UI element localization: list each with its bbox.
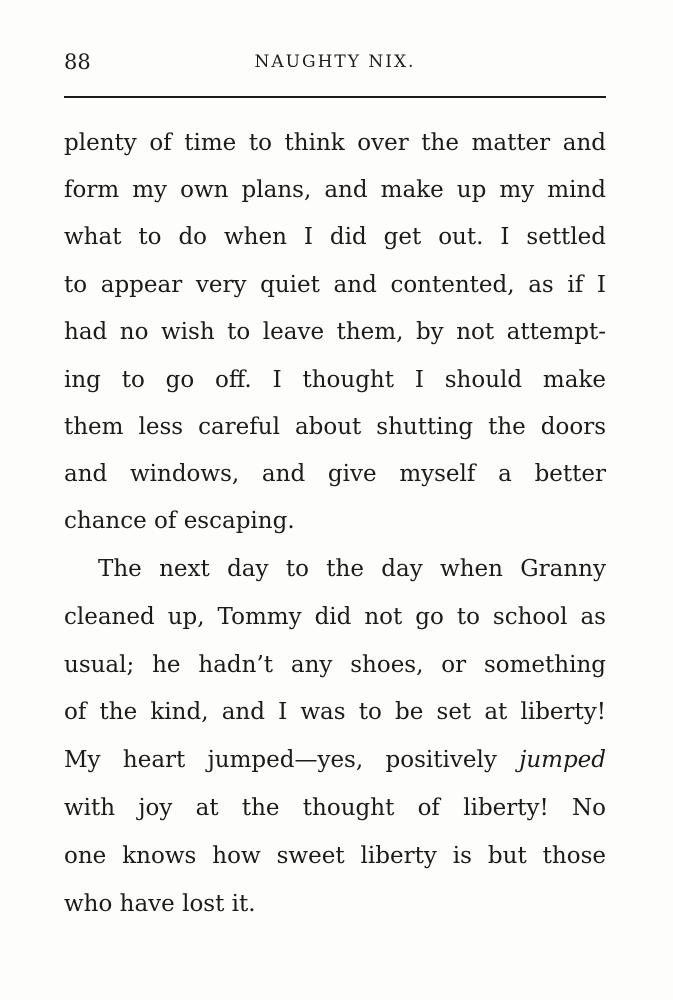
text-line: The next day to the day when Granny <box>98 556 606 582</box>
header-rule <box>64 96 606 98</box>
text-line: usual; he hadn’t any shoes, or something <box>64 652 606 678</box>
text-line: of the kind, and I was to be set at liberty! <box>64 699 606 725</box>
text-line: ing to go off. I thought I should make <box>64 367 606 393</box>
text-line: one knows how sweet liberty is but those <box>64 843 606 869</box>
text-line: who have lost it. <box>64 891 256 917</box>
text-line: cleaned up, Tommy did not go to school as <box>64 604 606 630</box>
text-line: chance of escaping. <box>64 508 295 534</box>
text-line <box>64 745 606 775</box>
text-line: form my own plans, and make up my mind <box>64 177 606 203</box>
text-line-plain: My heart jumped—yes, positively <box>64 747 520 773</box>
emphasized-word: jumped <box>519 747 606 773</box>
text-line: to appear very quiet and contented, as if I <box>64 272 606 298</box>
text-line: with joy at the thought of liberty! No <box>64 795 606 821</box>
text-line: plenty of time to think over the matter and <box>64 130 606 156</box>
page-number: 88 <box>64 50 91 74</box>
text-line: what to do when I did get out. I settled <box>64 224 606 250</box>
running-header <box>64 48 606 76</box>
text-line: and windows, and give myself a better <box>64 461 606 487</box>
text-line: had no wish to leave them, by not attempt- <box>64 319 606 345</box>
running-title: NAUGHTY NIX. <box>254 52 416 72</box>
text-line: them less careful about shutting the doors <box>64 414 606 440</box>
